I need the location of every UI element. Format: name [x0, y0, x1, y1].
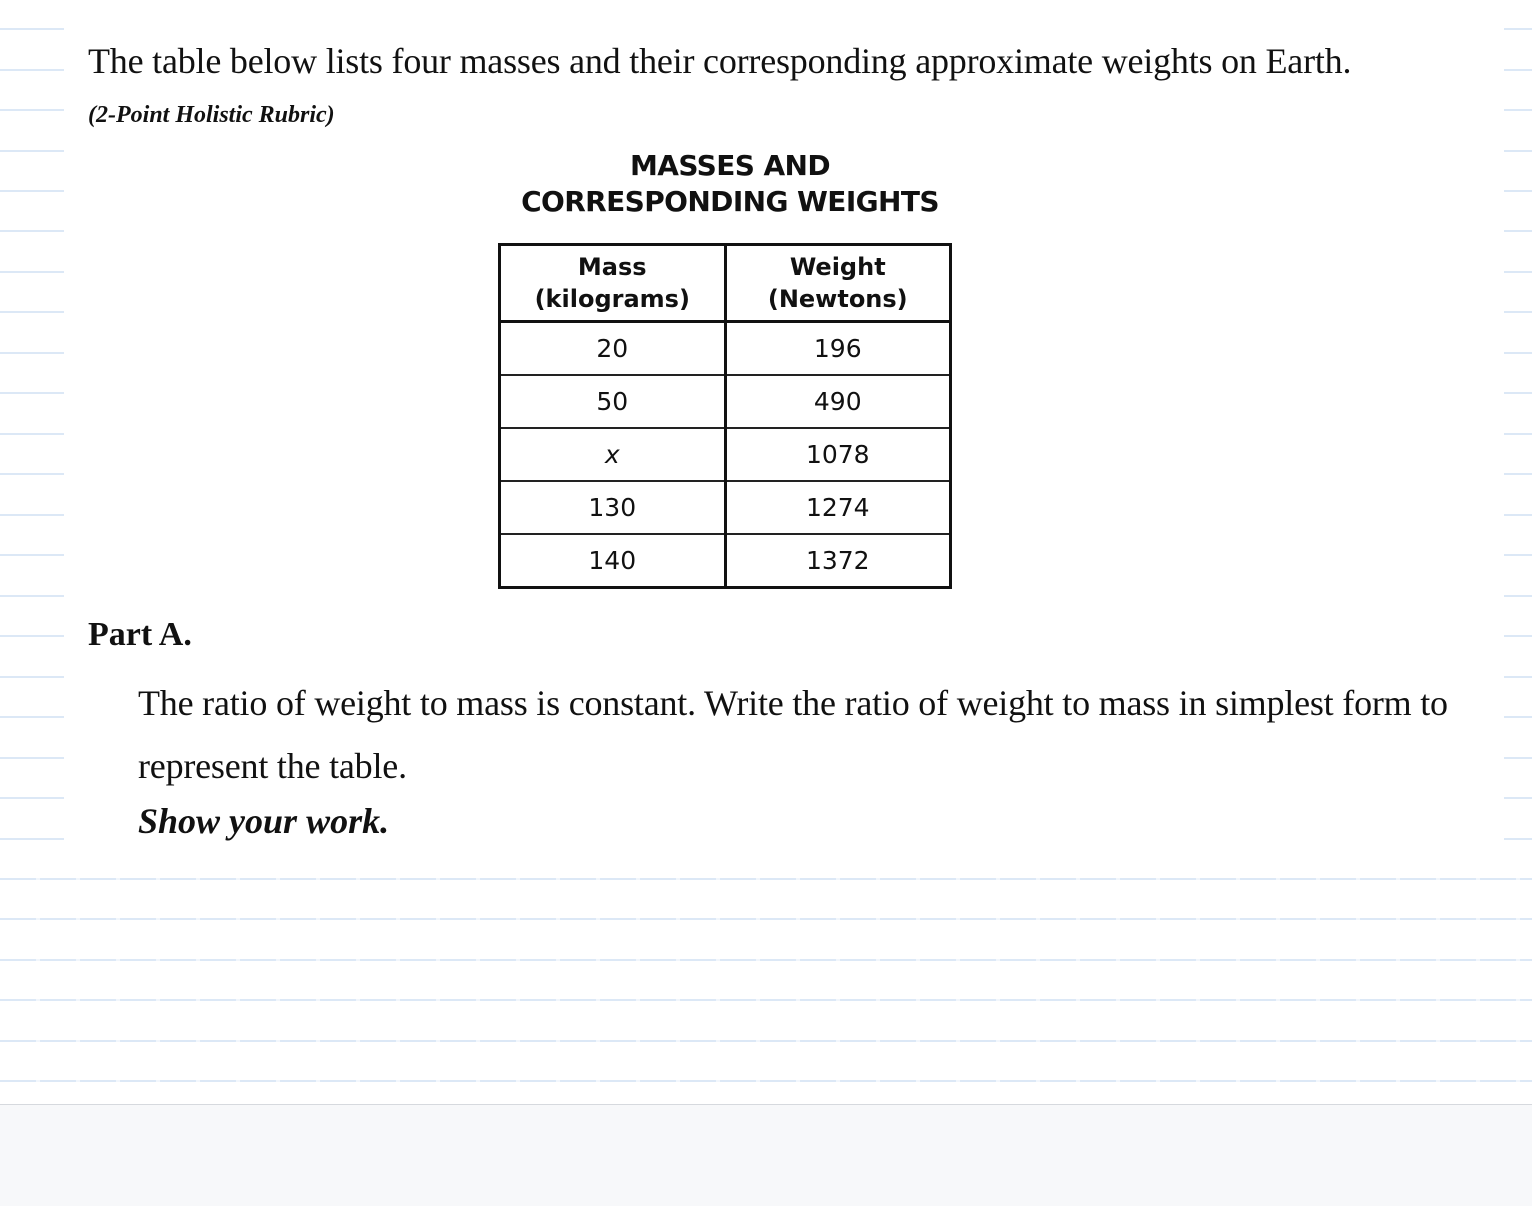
weight-cell: 1078	[725, 428, 951, 481]
ruled-line	[0, 311, 64, 313]
ruled-line	[1504, 69, 1532, 71]
ruled-line	[1504, 271, 1532, 273]
weight-header-label: Weight	[789, 253, 886, 281]
mass-header-unit: (kilograms)	[534, 285, 690, 313]
ruled-line	[1504, 676, 1532, 678]
mass-cell: 50	[500, 375, 726, 428]
ruled-line	[0, 433, 64, 435]
ruled-line	[1504, 28, 1532, 30]
weight-cell: 490	[725, 375, 951, 428]
mass-weight-table	[498, 243, 952, 589]
weight-header	[725, 245, 951, 322]
ruled-line	[0, 838, 64, 840]
ruled-line	[0, 554, 64, 556]
table-header-row	[500, 245, 951, 322]
ruled-line	[0, 595, 64, 597]
ruled-line	[1504, 392, 1532, 394]
ruled-line	[1504, 757, 1532, 759]
table-title	[480, 148, 980, 220]
ruled-line	[0, 150, 64, 152]
table-row	[500, 322, 951, 376]
mass-cell-variable: x	[500, 428, 726, 481]
mass-cell: 130	[500, 481, 726, 534]
mass-header	[500, 245, 726, 322]
table-title-line1: MASSES AND	[630, 149, 830, 182]
ruled-line	[0, 716, 64, 718]
ruled-line	[1504, 473, 1532, 475]
ruled-line	[0, 473, 64, 475]
intro-text: The table below lists four masses and their corresponding approximate weights on Earth.	[88, 41, 1352, 81]
weight-cell: 1274	[725, 481, 951, 534]
ruled-line	[0, 999, 1532, 1001]
ruled-line	[0, 190, 64, 192]
table-row	[500, 481, 951, 534]
ruled-line	[1504, 150, 1532, 152]
ruled-line	[1504, 635, 1532, 637]
part-a-heading: Part A.	[88, 616, 192, 653]
part-a-question: The ratio of weight to mass is constant. Write the ratio of weight to mass in simplest form to represent the table.	[138, 683, 1448, 786]
ruled-line	[0, 1040, 1532, 1042]
table-title-line2: CORRESPONDING WEIGHTS	[521, 185, 939, 218]
rubric-label: (2-Point Holistic Rubric)	[88, 102, 335, 128]
weight-cell: 196	[725, 322, 951, 376]
ruled-line	[0, 514, 64, 516]
weight-header-unit: (Newtons)	[767, 285, 908, 313]
ruled-line	[1504, 514, 1532, 516]
ruled-line	[0, 109, 64, 111]
ruled-line	[0, 959, 1532, 961]
ruled-line	[0, 757, 64, 759]
ruled-line	[0, 28, 64, 30]
ruled-line	[0, 1080, 1532, 1082]
table-row	[500, 428, 951, 481]
mass-cell: 140	[500, 534, 726, 588]
ruled-line	[0, 878, 1532, 880]
table-row	[500, 534, 951, 588]
ruled-line	[0, 352, 64, 354]
ruled-line	[0, 918, 1532, 920]
ruled-line	[1504, 352, 1532, 354]
ruled-line	[0, 230, 64, 232]
ruled-line	[1504, 433, 1532, 435]
table-row	[500, 375, 951, 428]
ruled-line	[1504, 595, 1532, 597]
footer-area	[0, 1104, 1532, 1206]
ruled-line	[1504, 190, 1532, 192]
ruled-line	[0, 271, 64, 273]
ruled-line	[0, 392, 64, 394]
ruled-line	[1504, 311, 1532, 313]
ruled-line	[1504, 838, 1532, 840]
ruled-line	[0, 69, 64, 71]
ruled-line	[0, 635, 64, 637]
ruled-line	[1504, 716, 1532, 718]
ruled-line	[1504, 109, 1532, 111]
ruled-line	[1504, 230, 1532, 232]
mass-cell: 20	[500, 322, 726, 376]
ruled-line	[0, 676, 64, 678]
weight-cell: 1372	[725, 534, 951, 588]
ruled-line	[0, 797, 64, 799]
mass-header-label: Mass	[577, 253, 647, 281]
ruled-line	[1504, 797, 1532, 799]
show-work-instruction: Show your work.	[138, 801, 390, 841]
ruled-line	[1504, 554, 1532, 556]
